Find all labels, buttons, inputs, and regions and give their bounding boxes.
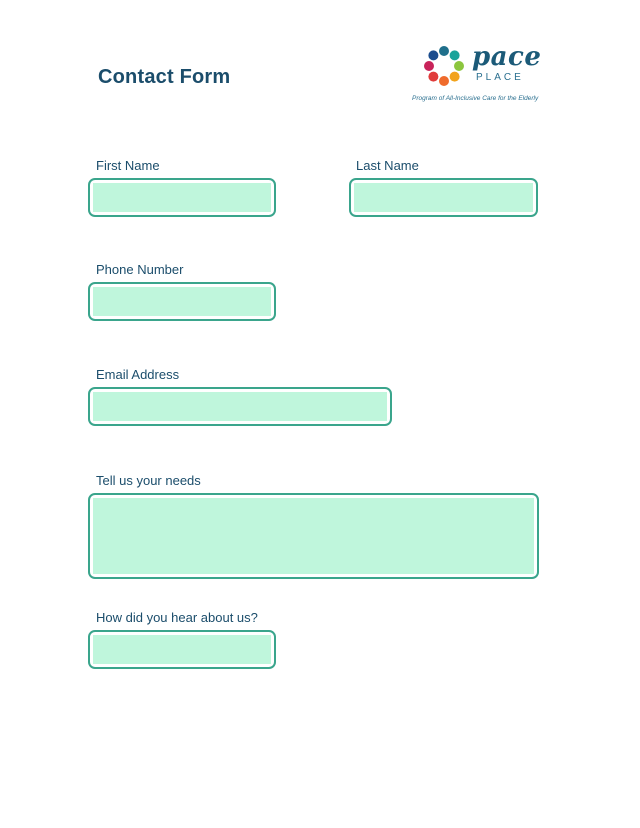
first-name-field <box>88 178 276 217</box>
logo-ring-dot <box>428 50 438 60</box>
referral-input[interactable] <box>93 635 271 664</box>
pace-place-logo <box>410 40 550 108</box>
logo-ring-dot <box>439 76 449 86</box>
logo-ring-dot <box>428 72 438 82</box>
phone-number-label: Phone Number <box>96 262 184 277</box>
first-name-label: First Name <box>96 158 160 173</box>
logo-ring-icon <box>422 44 466 88</box>
needs-textarea[interactable] <box>93 498 534 574</box>
referral-field <box>88 630 276 669</box>
last-name-label: Last Name <box>356 158 419 173</box>
page-title: Contact Form <box>98 66 231 88</box>
email-address-field <box>88 387 392 426</box>
last-name-input[interactable] <box>354 183 533 212</box>
logo-ring-dot <box>424 61 434 71</box>
last-name-field <box>349 178 538 217</box>
logo-tagline: Program of All-Inclusive Care for the Elderly <box>412 95 539 102</box>
needs-label: Tell us your needs <box>96 473 201 488</box>
needs-field <box>88 493 539 579</box>
phone-number-input[interactable] <box>93 287 271 316</box>
logo-wordmark: pace <box>472 42 542 72</box>
email-address-label: Email Address <box>96 367 180 382</box>
logo-subtitle: PLACE <box>476 72 524 83</box>
logo-ring-dot <box>454 61 464 71</box>
logo-ring-dot <box>439 46 449 56</box>
phone-number-field <box>88 282 276 321</box>
logo-ring-dot <box>450 72 460 82</box>
first-name-input[interactable] <box>93 183 271 212</box>
email-address-input[interactable] <box>93 392 387 421</box>
referral-label: How did you hear about us? <box>96 610 258 625</box>
logo-ring-dot <box>450 50 460 60</box>
